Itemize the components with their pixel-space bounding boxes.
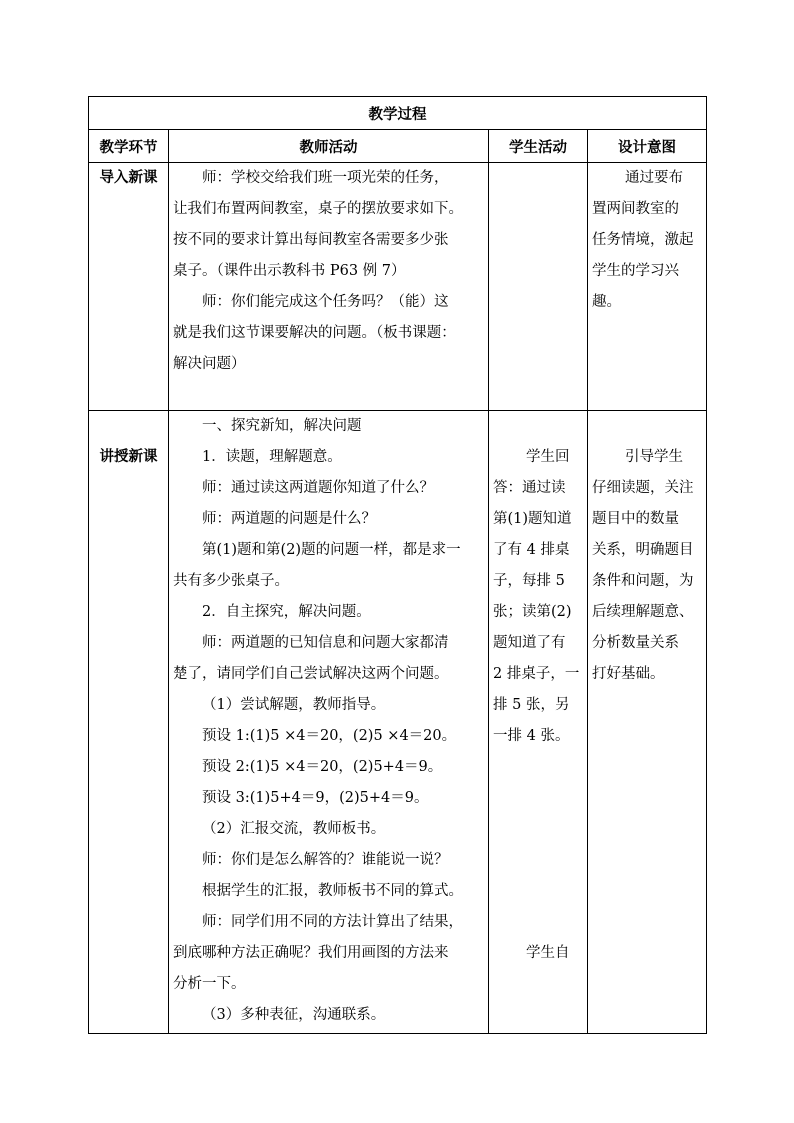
lesson-process-table bbox=[88, 96, 707, 1034]
text-line: 2 排桌子，一 bbox=[493, 666, 580, 682]
text-line: 置两间教室的 bbox=[592, 201, 679, 217]
text-line: 一、探究新知，解决问题 bbox=[202, 418, 362, 434]
text-line: 通过要布 bbox=[625, 170, 683, 186]
text-line: 关系，明确题目 bbox=[592, 542, 694, 558]
student-activity-cell bbox=[489, 411, 588, 1034]
text-line: 打好基础。 bbox=[592, 666, 665, 682]
design-intent-cell bbox=[588, 411, 707, 1034]
text-line: 任务情境，激起 bbox=[592, 232, 694, 248]
student-activity-cell bbox=[489, 163, 588, 411]
stage-cell bbox=[89, 163, 169, 411]
text-line: 桌子。（课件出示教科书 P63 例 7） bbox=[173, 263, 406, 279]
text-line: 题目中的数量 bbox=[592, 511, 679, 527]
text-line: 预设 2:(1)5 ×4＝20，(2)5+4＝9。 bbox=[202, 759, 443, 775]
text-line: 根据学生的汇报，教师板书不同的算式。 bbox=[202, 883, 463, 899]
design-intent-cell bbox=[588, 163, 707, 411]
text-line: 2．自主探究，解决问题。 bbox=[202, 604, 371, 620]
student-tail-text: 学生自 bbox=[526, 945, 570, 961]
stage-label: 导入新课 bbox=[99, 170, 158, 186]
text-line: 学生回 bbox=[526, 449, 570, 465]
text-line: 师：学校交给我们班一项光荣的任务， bbox=[202, 170, 449, 186]
text-line: 师：通过读这两道题你知道了什么？ bbox=[202, 480, 434, 496]
text-line: 了有 4 排桌 bbox=[493, 542, 570, 558]
text-line: 师：两道题的问题是什么？ bbox=[202, 511, 376, 527]
text-line: 就是我们这节课要解决的问题。（板书课题： bbox=[173, 325, 456, 341]
header-teacher-activity: 教师活动 bbox=[169, 130, 489, 163]
text-line: 后续理解题意、 bbox=[592, 604, 694, 620]
text-line: 第(1)题知道 bbox=[493, 511, 572, 527]
text-line: 一排 4 张。 bbox=[493, 728, 570, 744]
text-line: 师：你们能完成这个任务吗？（能）这 bbox=[202, 294, 449, 310]
header-student-activity: 学生活动 bbox=[489, 130, 588, 163]
text-line: 解决问题） bbox=[173, 356, 246, 372]
teacher-activity-cell bbox=[169, 163, 489, 411]
text-line: （3）多种表征，沟通联系。 bbox=[202, 1007, 386, 1023]
text-line: 楚了，请同学们自己尝试解决这两个问题。 bbox=[173, 666, 449, 682]
text-line: 排 5 张，另 bbox=[493, 697, 570, 713]
stage-cell bbox=[89, 411, 169, 1034]
header-stage: 教学环节 bbox=[89, 130, 169, 163]
table-title: 教学过程 bbox=[89, 97, 707, 130]
text-line: 共有多少张桌子。 bbox=[173, 573, 289, 589]
stage-label: 讲授新课 bbox=[99, 449, 158, 465]
text-line: 题知道了有 bbox=[493, 635, 566, 651]
text-line: 师：两道题的已知信息和问题大家都清 bbox=[202, 635, 449, 651]
text-line: 答：通过读 bbox=[493, 480, 566, 496]
text-line: 仔细读题，关注 bbox=[592, 480, 694, 496]
student-answer bbox=[493, 442, 583, 752]
text-line: 引导学生 bbox=[625, 449, 683, 465]
header-design-intent: 设计意图 bbox=[588, 130, 707, 163]
table-row bbox=[89, 411, 707, 1034]
text-line: 1．读题，理解题意。 bbox=[202, 449, 342, 465]
title-row bbox=[89, 97, 707, 130]
text-line: 条件和问题，为 bbox=[592, 573, 694, 589]
text-line: 预设 1:(1)5 ×4＝20，(2)5 ×4＝20。 bbox=[202, 728, 457, 744]
text-line: 让我们布置两间教室，桌子的摆放要求如下。 bbox=[173, 201, 463, 217]
text-line: 子，每排 5 bbox=[493, 573, 565, 589]
text-line: 分析数量关系 bbox=[592, 635, 679, 651]
text-line: 师：同学们用不同的方法计算出了结果， bbox=[202, 914, 463, 930]
text-line: 趣。 bbox=[592, 294, 621, 310]
text-line: 张；读第(2) bbox=[493, 604, 572, 620]
text-line: 到底哪种方法正确呢？我们用画图的方法来 bbox=[173, 945, 449, 961]
header-row bbox=[89, 130, 707, 163]
teacher-activity-cell bbox=[169, 411, 489, 1034]
text-line: 分析一下。 bbox=[173, 976, 246, 992]
table-row bbox=[89, 163, 707, 411]
text-line: （2）汇报交流，教师板书。 bbox=[202, 821, 386, 837]
intent-text bbox=[592, 442, 702, 690]
text-line: （1）尝试解题，教师指导。 bbox=[202, 697, 386, 713]
text-line: 预设 3:(1)5+4＝9，(2)5+4＝9。 bbox=[202, 790, 429, 806]
text-line: 学生的学习兴 bbox=[592, 263, 679, 279]
text-line: 师：你们是怎么解答的？谁能说一说？ bbox=[202, 852, 449, 868]
text-line: 第(1)题和第(2)题的问题一样，都是求一 bbox=[202, 542, 461, 558]
text-line: 按不同的要求计算出每间教室各需要多少张 bbox=[173, 232, 449, 248]
